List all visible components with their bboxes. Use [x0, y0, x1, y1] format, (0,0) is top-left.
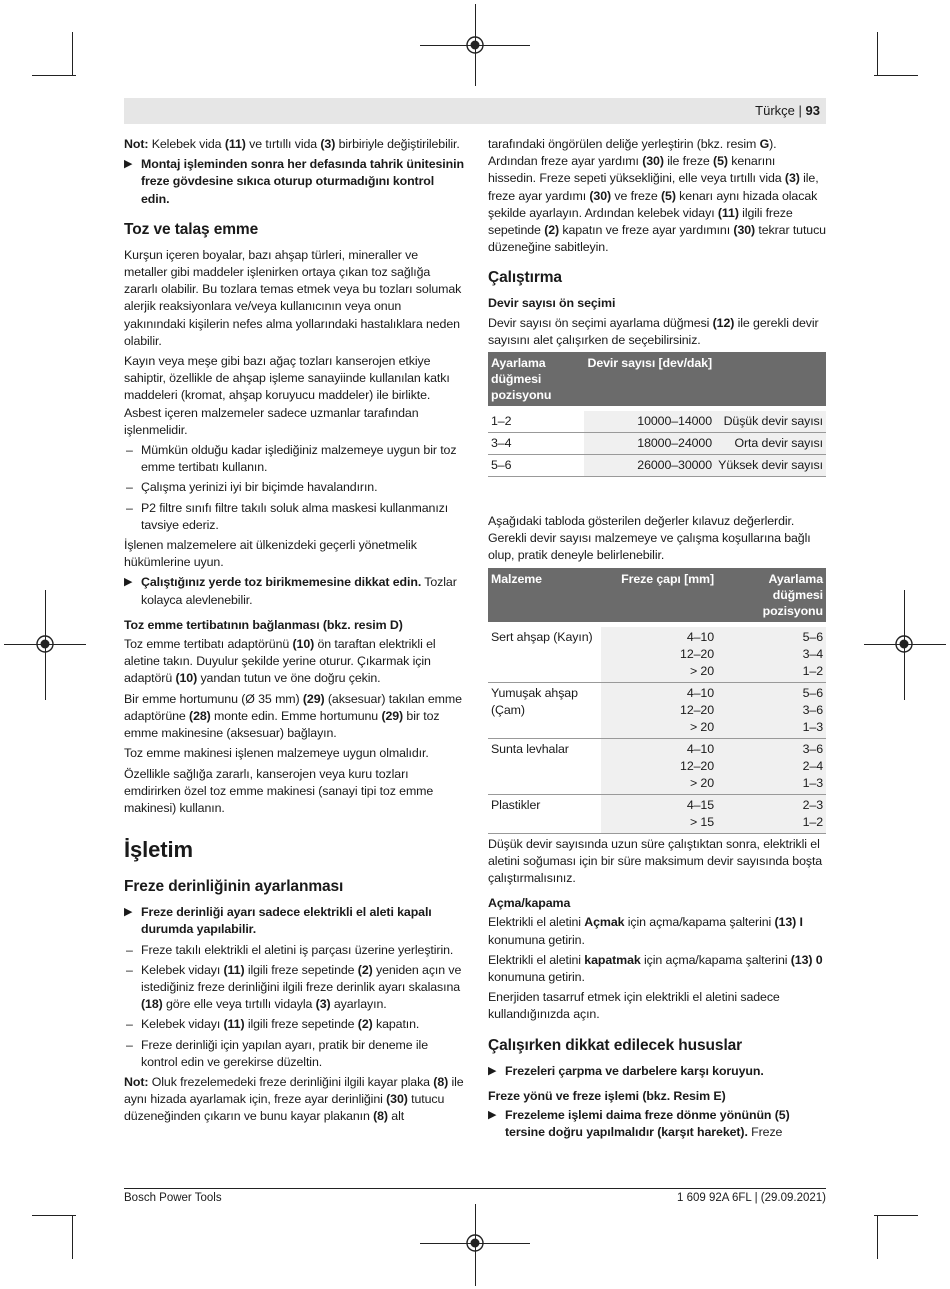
subsection-heading-speed: Devir sayısı ön seçimi [488, 296, 616, 311]
table-header: Devir sayısı [dev/dak] [584, 352, 715, 406]
table-row: Sunta levhalar 4–10 12–20 > 20 3–6 2–4 1–3 [488, 738, 826, 794]
crop-mark [874, 75, 918, 76]
note-paragraph: Not: Kelebek vida (11) ve tırtıllı vida (3) birbiriyle değiştirilebilir. [124, 137, 460, 151]
paragraph: Toz emme tertibatı adaptörünü (10) ön taraftan elektrikli el aletine takın. Duyulur şekilde yerine oturur. Çıkarmak için adaptörü (10) yandan tutun ve öne doğru çekin. [124, 637, 436, 686]
triangle-bullet-icon: ▶ [488, 1109, 497, 1122]
table-header [715, 352, 826, 406]
paragraph: Düşük devir sayısında uzun süre çalıştıktan sonra, elektrikli el aletini soğuması için bir süre maksimum devir sayısında boşta çalıştırmalısınız. [488, 836, 823, 886]
crop-mark [32, 75, 76, 76]
table-header: Ayarlama düğmesi pozisyonu [488, 352, 584, 406]
crop-mark [72, 1215, 73, 1259]
table-row: 3–4 18000–24000 Orta devir sayısı [488, 433, 826, 455]
list-item: – Freze derinliği için yapılan ayarı, pratik bir deneme ile kontrol edin ve gerekirse düzeltin. [126, 1037, 428, 1069]
footer-doc-number: 1 609 92A 6FL | (29.09.2021) [677, 1192, 826, 1204]
footer-brand: Bosch Power Tools [124, 1192, 222, 1204]
paragraph: Özellikle sağlığa zararlı, kanserojen veya kuru tozları emdirirken özel toz emme makinesi (sanayi tipi toz emme makinesi) kullanın. [124, 766, 434, 815]
header-separator: | [798, 103, 802, 118]
registration-mark-icon [34, 633, 56, 655]
warning-item: ▶ Frezeleri çarpma ve darbelere karşı koruyun. [488, 1063, 826, 1080]
registration-mark-icon [464, 34, 486, 56]
table-row: Yumuşak ahşap (Çam) 4–10 12–20 > 20 5–6 3–6 1–3 [488, 682, 826, 738]
list-item: – Kelebek vidayı (11) ilgili freze sepetinde (2) kapatın. [126, 1017, 420, 1032]
list-item: – Freze takılı elektrikli el aletini iş parçası üzerine yerleştirin. [126, 942, 454, 957]
table-row: Sert ahşap (Kayın) 4–10 12–20 > 20 5–6 3–4 1–2 [488, 627, 826, 683]
paragraph: İşlenen malzemelere ait ülkenizdeki geçerli yönetmelik hükümlerine uyun. [124, 538, 417, 570]
warning-item: ▶ Çalıştığınız yerde toz birikmemesine dikkat edin. Tozlar kolayca alevlenebilir. [124, 575, 457, 607]
table-row: 1–2 10000–14000 Düşük devir sayısı [488, 411, 826, 433]
warning-item: ▶ Freze derinliği ayarı sadece elektrikli el aleti kapalı durumda yapılabilir. [124, 905, 432, 937]
paragraph: Devir sayısı ön seçimi ayarlama düğmesi (12) ile gerekli devir sayısını alet çalışırken de seçebilirsiniz. [488, 315, 819, 347]
paragraph: Aşağıdaki tabloda gösterilen değerler kılavuz değerlerdir. Gerekli devir sayısı malzemeye ve çalışma koşullarına bağlı olup, pratik deneyle belirlenebilir. [488, 514, 811, 563]
paragraph: Enerjiden tasarruf etmek için elektrikli el aletini sadece kullandığınızda açın. [488, 990, 780, 1022]
section-heading-care: Çalışırken dikkat edilecek hususlar [488, 1036, 743, 1054]
speed-table [488, 352, 826, 477]
crop-mark [32, 1215, 76, 1216]
triangle-bullet-icon: ▶ [488, 1064, 497, 1077]
registration-mark-icon [464, 1232, 486, 1254]
list-item: – Mümkün olduğu kadar işlediğiniz malzemeye uygun bir toz emme tertibatı kullanın. [126, 443, 457, 475]
list-item: – Kelebek vidayı (11) ilgili freze sepetinde (2) yeniden açın ve istediğiniz freze derinliğini ilgili freze derinlik ayarı skalasına (18) göre elle veya tırtıllı vidayla (3) ayarlayın. [126, 962, 462, 1012]
registration-mark-icon [893, 633, 915, 655]
header-language: Türkçe [755, 103, 795, 118]
crop-mark [877, 1215, 878, 1259]
subsection-heading-direction: Freze yönü ve freze işlemi (bkz. Resim E) [488, 1088, 726, 1103]
warning-item: ▶ Montaj işleminden sonra her defasında tahrik ünitesinin freze gövdesine sıkıca oturup oturmadığını kontrol edin. [124, 157, 464, 206]
crop-mark [874, 1215, 918, 1216]
crop-mark [72, 32, 73, 76]
list-item: – Çalışma yerinizi iyi bir biçimde havalandırın. [126, 480, 378, 495]
section-heading-dust: Toz ve talaş emme [124, 220, 259, 238]
paragraph: Elektrikli el aletini kapatmak için açma/kapama şalterini (13) 0 konumuna getirin. [488, 952, 823, 985]
paragraph: tarafındaki öngörülen deliğe yerleştirin (bkz. resim G). Ardından freze ayar yardımı (30) ile freze (5) kenarını hissedin. Freze sepeti yüksekliğini, elle veya tırtıllı vida (3) ile, freze ayar yardımı (30) ve freze (5) kenarı aynı hizada olacak şekilde ayarlayın. Ardından kelebek vidayı (11) ilgili freze sepetinde (2) kapatın ve freze ayar yardımını (30) tekrar tutucu düzeneğine sabitleyin. [488, 137, 826, 255]
paragraph: Bir emme hortumunu (Ø 35 mm) (29) (aksesuar) takılan emme adaptörüne (28) monte edin. Emme hortumunu (29) bir toz emme makinesine (aksesuar) bağlayın. [124, 691, 462, 741]
paragraph: Kurşun içeren boyalar, bazı ahşap türleri, mineraller ve metaller gibi maddeler işlenirken ortaya çıkan toz sağlığa zararlı olabilir. Bu tozlara temas etmek veya bu tozları solumak alerjik reaksiyonlara ve/veya kullanıcının veya onun yakınındaki kişilerin nefes alma yollarındaki hastalıklara neden olabilir. [124, 247, 462, 348]
table-header: Freze çapı [mm] [601, 568, 717, 622]
section-heading-start: Çalıştırma [488, 269, 562, 287]
subsection-heading-connection: Toz emme tertibatının bağlanması (bkz. resim D) [124, 617, 403, 632]
paragraph: Toz emme makinesi işlenen malzemeye uygun olmalıdır. [124, 746, 429, 761]
page-header-text [755, 103, 820, 118]
footer-divider [124, 1188, 826, 1189]
crop-mark [877, 32, 878, 76]
paragraph: Kayın veya meşe gibi bazı ağaç tozları kanserojen etkiye sahiptir, özellikle de ahşap işleme sanayiinde kullanılan katkı maddeleri (kromat, ahşap koruyucu maddeler) ile birlikte. Asbest içeren malzemeler sadece uzmanlar tarafından işlenmelidir. [124, 354, 450, 437]
paragraph: Elektrikli el aletini Açmak için açma/kapama şalterini (13) I konumuna getirin. [488, 915, 803, 947]
page-header [124, 98, 826, 124]
table-header: Ayarlama düğmesi pozisyonu [717, 568, 826, 622]
chapter-heading-operation: İşletim [124, 837, 193, 863]
table-row: Plastikler 4–15 > 15 2–3 1–2 [488, 794, 826, 833]
left-column [124, 136, 464, 1129]
table-header: Malzeme [488, 568, 601, 622]
note-paragraph: Not: Oluk frezelemedeki freze derinliğini ilgili kayar plaka (8) ile aynı hizada ayarlamak için, freze ayar derinliğini (30) tutucu düzeneğinden çıkarın ve bunu kayar plakanın (8) alt [124, 1074, 464, 1124]
page-number: 93 [805, 103, 820, 118]
warning-item: ▶ Frezeleme işlemi daima freze dönme yönünün (5) tersine doğru yapılmalıdır (karşıt hareket). Freze [488, 1108, 790, 1140]
table-row: 5–6 26000–30000 Yüksek devir sayısı [488, 455, 826, 477]
triangle-bullet-icon: ▶ [124, 158, 133, 171]
material-table [488, 568, 826, 834]
section-heading-depth: Freze derinliğinin ayarlanması [124, 878, 344, 896]
right-column [488, 136, 826, 1144]
triangle-bullet-icon: ▶ [124, 906, 133, 919]
triangle-bullet-icon: ▶ [124, 576, 133, 589]
subsection-heading-onoff: Açma/kapama [488, 896, 571, 911]
list-item: – P2 filtre sınıfı filtre takılı soluk alma maskesi kullanmanızı tavsiye ederiz. [126, 500, 449, 532]
